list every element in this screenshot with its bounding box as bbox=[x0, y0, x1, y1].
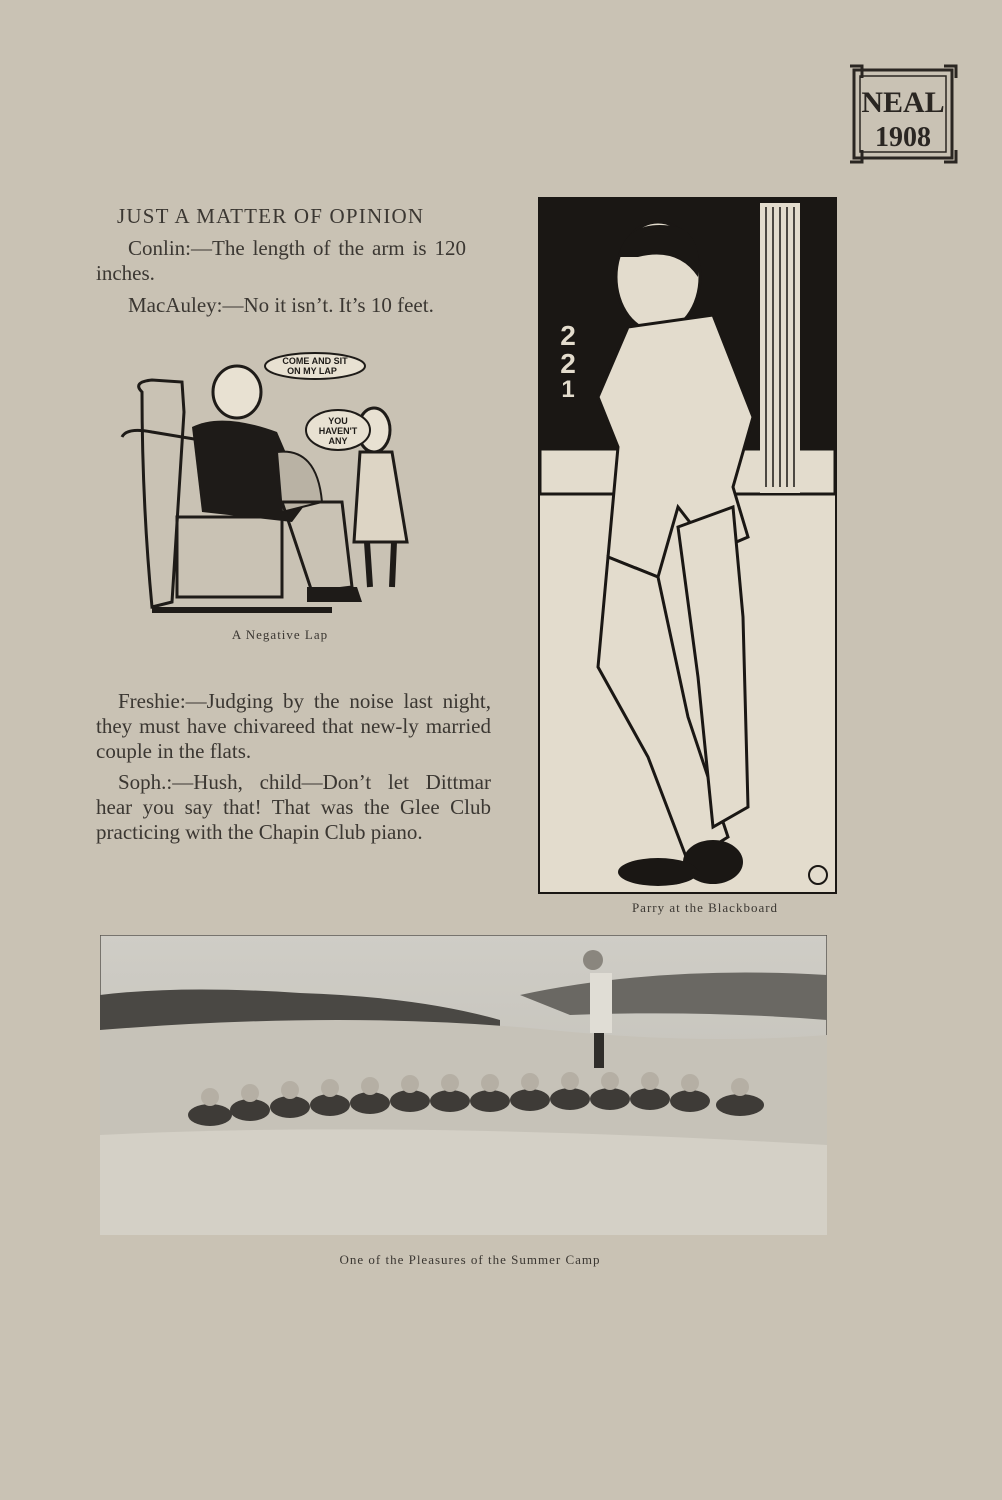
cartoon-caption: A Negative Lap bbox=[231, 627, 329, 642]
yearbook-logo bbox=[848, 64, 958, 164]
logo-line1: NEAL bbox=[861, 86, 945, 119]
summer-camp-photo bbox=[100, 935, 827, 1235]
bubble1-line2: ON MY LAP bbox=[287, 366, 337, 376]
bubble1-line1: COME AND SIT bbox=[282, 356, 348, 366]
bubble2-line1: YOU bbox=[328, 416, 348, 426]
photo-caption: One of the Pleasures of the Summer Camp bbox=[339, 1252, 601, 1267]
blackboard-illustration bbox=[538, 197, 837, 894]
dialogue-conlin: Conlin:—The length of the arm is 120 inches. bbox=[96, 236, 466, 285]
article-title: JUST A MATTER OF OPINION bbox=[117, 204, 425, 228]
dialogue-freshie: Freshie:—Judging by the noise last night, they must have chivareed that new-ly married couple in the flats. bbox=[96, 689, 491, 763]
dialogue-soph: Soph.:—Hush, child—Don’t let Dittmar hear you say that! That was the Glee Club practicing with the Chapin Club piano. bbox=[96, 770, 491, 844]
chalk-digit-3: 1 bbox=[561, 376, 575, 403]
logo-line2: 1908 bbox=[875, 122, 931, 153]
bubble2-line2: HAVEN'T bbox=[318, 426, 358, 436]
blackboard-caption: Parry at the Blackboard bbox=[631, 900, 779, 915]
negative-lap-cartoon bbox=[112, 352, 432, 620]
bubble2-line3: ANY bbox=[328, 436, 348, 446]
chalk-digit-1: 2 bbox=[560, 320, 576, 351]
chalk-digit-2: 2 bbox=[560, 348, 576, 379]
dialogue-macauley: MacAuley:—No it isn’t. It’s 10 feet. bbox=[128, 293, 434, 317]
